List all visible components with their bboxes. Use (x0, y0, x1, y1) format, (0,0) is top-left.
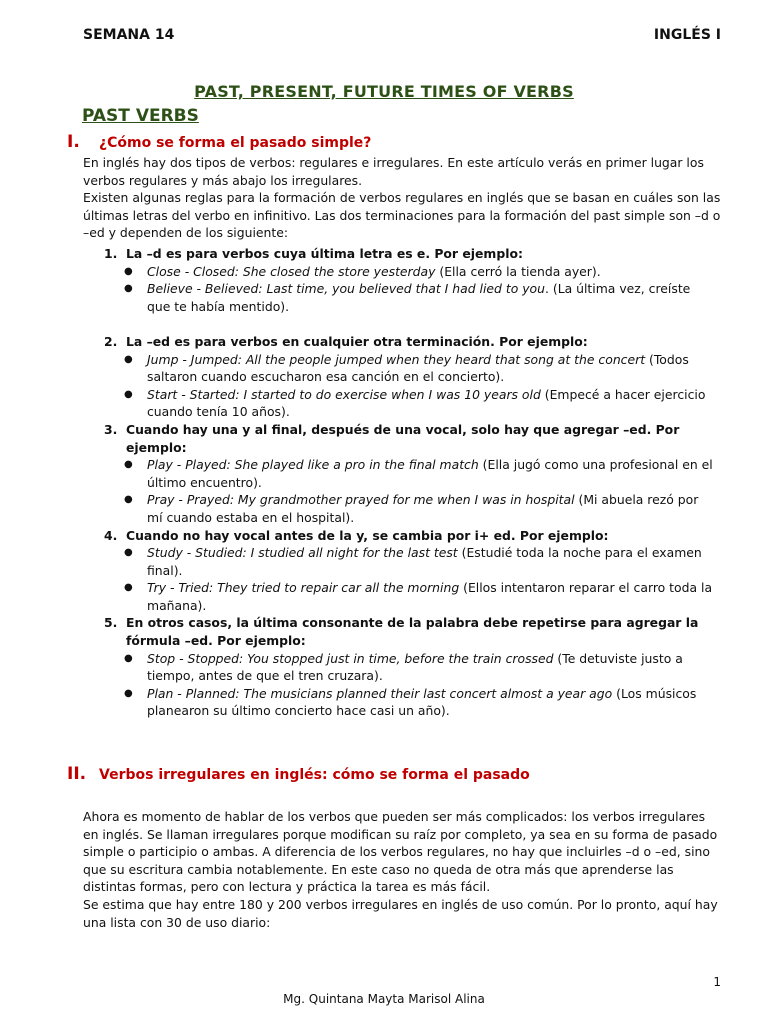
intro-paragraph: Existen algunas reglas para la formación de verbos regulares en inglés que se basan en cuáles son las últimas letras del verbo en infinitivo. Las dos terminaciones para la formación del past simple son –d o –ed y dependen de los siguiente: (83, 190, 721, 241)
section-2-paragraph: Se estima que hay entre 180 y 200 verbos irregulares en inglés de uso común. Por lo pronto, aquí hay una lista con 30 de uso diario: (83, 896, 718, 930)
example-english: Start - Started: I started to do exercise when I was 10 years old (147, 386, 541, 402)
rule-text: Cuando no hay vocal antes de la y, se cambia por i+ ed. Por ejemplo: (126, 527, 609, 543)
list-spacer (0, 315, 768, 333)
example-spanish: (Todos saltaron cuando escucharon esa canción en el concierto). (147, 351, 689, 385)
example-item (124, 491, 717, 526)
bullet-icon: ● (124, 353, 133, 365)
bullet-icon: ● (124, 283, 133, 295)
document-subtitle: PAST VERBS (82, 106, 199, 126)
header-week: SEMANA 14 (83, 27, 175, 43)
bullet-icon: ● (124, 388, 133, 400)
bullet-icon: ● (124, 582, 133, 594)
rule-text: En otros casos, la última consonante de la palabra debe repetirse para agregar la fórmula –ed. Por ejemplo: (126, 615, 699, 649)
rule-item (104, 333, 716, 351)
example-item (124, 650, 717, 685)
rule-text: La –ed es para verbos en cualquier otra terminación. Por ejemplo: (126, 333, 588, 349)
rule-text: Cuando hay una y al final, después de una vocal, solo hay que agregar –ed. Por ejemplo: (126, 421, 680, 455)
example-english: Stop - Stopped: You stopped just in time, before the train crossed (147, 650, 554, 666)
example-item (124, 685, 717, 720)
example-english: Jump - Jumped: All the people jumped when they heard that song at the concert (147, 351, 646, 367)
rule-text: La –d es para verbos cuya última letra es e. Por ejemplo: (126, 246, 523, 261)
example-item (124, 386, 717, 421)
section-2-paragraph: Ahora es momento de hablar de los verbos que pueden ser más complicados: los verbos irregulares en inglés. Se llaman irregulares porque modifican su raíz por completo, ya sea en su forma de pasado simple o participio o ambas. A diferencia de los verbos regulares, no hay que incluirles –d o –ed, sino que su escritura cambia notablemente. En este caso no queda de otra más que aprenderse las distintas formas, pero con lectura y práctica la tarea es más fácil. (83, 809, 718, 895)
rule-number: 2. (104, 333, 118, 349)
bullet-icon: ● (124, 547, 133, 559)
example-spanish: (Mi abuela rezó por mí cuando estaba en el hospital). (147, 492, 699, 525)
rule-number: 5. (104, 615, 118, 631)
bullet-icon: ● (124, 652, 133, 664)
bullet-icon: ● (124, 687, 133, 699)
example-english: Study - Studied: I studied all night for the last test (147, 545, 458, 561)
rule-number: 4. (104, 527, 118, 543)
header-course: INGLÉS I (653, 27, 721, 43)
example-spanish: (Te detuviste justo a tiempo, antes de que el tren cruzara). (147, 650, 683, 684)
example-spanish: (Estudié toda la noche para el examen final). (147, 545, 702, 578)
example-item (124, 579, 717, 614)
example-spanish: . (La última vez, creíste que te había mentido). (147, 281, 691, 314)
rule-number: 3. (104, 421, 118, 437)
document-title: PAST, PRESENT, FUTURE TIMES OF VERBS (194, 82, 574, 101)
example-item (124, 544, 717, 579)
example-english: Close - Closed: She closed the store yesterday (147, 263, 436, 279)
example-english: Try - Tried: They tried to repair car all the morning (147, 580, 460, 596)
intro-paragraph: En inglés hay dos tipos de verbos: regulares e irregulares. En este artículo verás en primer lugar los verbos regulares y más abajo los irregulares. (83, 155, 704, 188)
example-english: Pray - Prayed: My grandmother prayed for me when I was in hospital (147, 492, 575, 508)
example-spanish: (Ella jugó como una profesional en el último encuentro). (147, 457, 713, 490)
example-spanish: (Los músicos planearon su último concierto hace casi un año). (147, 685, 697, 719)
example-english: Play - Played: She played like a pro in the final match (147, 457, 479, 473)
example-english: Plan - Planned: The musicians planned their last concert almost a year ago (147, 685, 613, 701)
section-2-heading (67, 764, 530, 784)
section-2-number: II. (67, 764, 87, 784)
example-item (124, 280, 717, 315)
example-item (124, 263, 717, 281)
bullet-icon: ● (124, 265, 133, 277)
footer-author: Mg. Quintana Mayta Marisol Alina (283, 992, 485, 1006)
example-spanish: (Ella cerró la tienda ayer). (435, 263, 601, 279)
section-2-title: Verbos irregulares en inglés: cómo se forma el pasado (99, 767, 530, 783)
rules-list (0, 245, 768, 720)
example-english: Believe - Believed: Last time, you believed that I had lied to you (147, 281, 545, 297)
rule-number: 1. (104, 246, 118, 261)
bullet-icon: ● (124, 494, 133, 506)
rule-item (104, 614, 716, 649)
rule-item (104, 527, 716, 545)
section-1-title: ¿Cómo se forma el pasado simple? (99, 135, 372, 151)
example-spanish: (Empecé a hacer ejercicio cuando tenía 10 años). (147, 386, 706, 420)
section-1-intro (83, 154, 723, 242)
rule-item (104, 421, 716, 456)
bullet-icon: ● (124, 459, 133, 471)
section-1-number: I. (67, 132, 80, 152)
section-1-heading (67, 132, 371, 152)
example-item (124, 351, 717, 386)
example-spanish: (Ellos intentaron reparar el carro toda la mañana). (147, 580, 713, 613)
section-2-body (83, 808, 723, 931)
page-number: 1 (713, 975, 721, 989)
rule-item (104, 245, 716, 263)
example-item (124, 456, 717, 491)
